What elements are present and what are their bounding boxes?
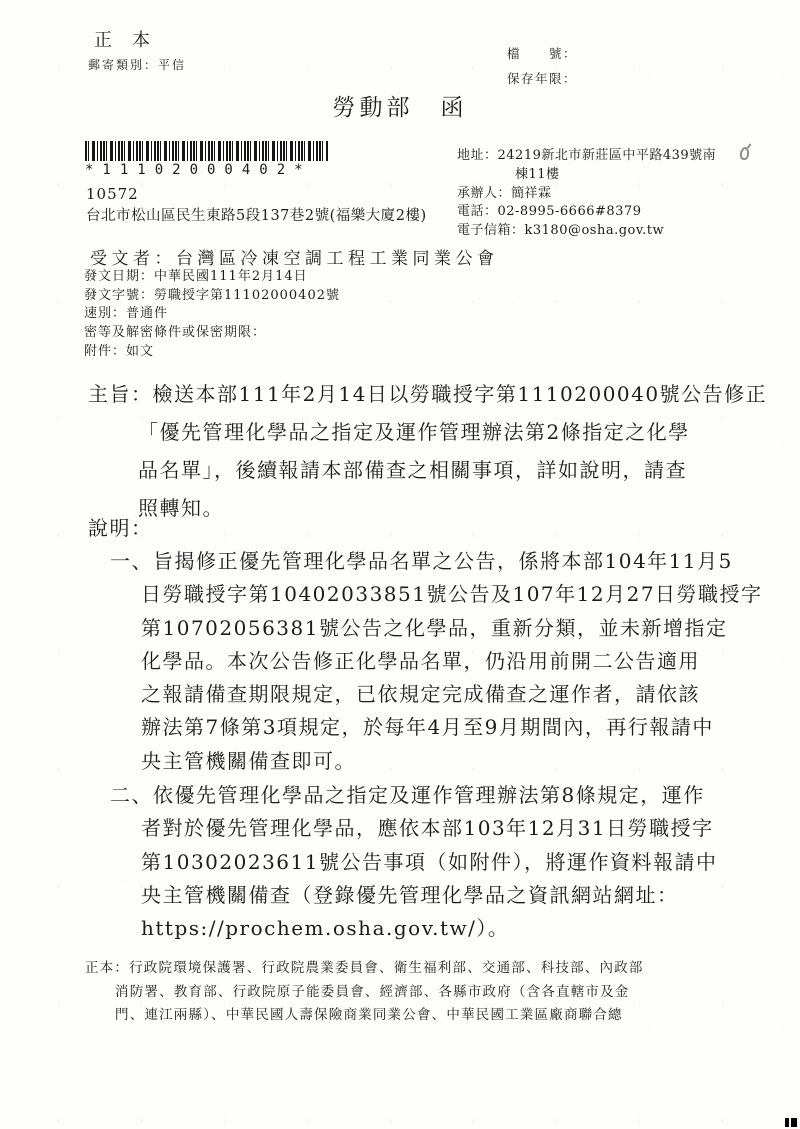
explanation-line: 辦法第7條第3項規定，於每年4月至9月期間內，再行報請中 xyxy=(141,715,714,740)
subject-line: 主旨：檢送本部111年2月14日以勞職授字第1110200040號公告修正 xyxy=(88,382,768,406)
issue-date: 發文日期：中華民國111年2月14日 xyxy=(84,269,308,284)
sender-contact-block xyxy=(457,147,716,241)
recipient-postal-code: 10572 xyxy=(86,185,139,203)
explanation-line: 央主管機關備查即可。 xyxy=(141,748,356,773)
explanation-line: 二、依優先管理化學品之指定及運作管理辦法第8條規定，運作 xyxy=(110,783,705,807)
attachment-note: 附件：如文 xyxy=(84,343,155,359)
barcode-bars-graphic xyxy=(85,141,328,161)
sender-address-line1: 地址：24219新北市新莊區中平路439號南 xyxy=(457,148,717,163)
classification-level: 密等及解密條件或保密期限： xyxy=(84,325,267,341)
explanation-line: 之報請備查期限規定，已依規定完成備查之運作者，請依該 xyxy=(141,682,700,707)
cc-recipients-block xyxy=(85,957,644,1028)
subject-section xyxy=(88,375,767,527)
retention-period-label: 保存年限： xyxy=(507,71,578,86)
recipient-line: 受文者：台灣區冷凍空調工程工業同業公會 xyxy=(90,249,499,269)
scan-artifact-smudge xyxy=(739,146,750,160)
reference-number: 發文字號：勞職授字第11102000402號 xyxy=(84,287,340,303)
sender-phone: 電話：02-8995-6666#8379 xyxy=(457,204,642,220)
sender-address-line2: 棟11樓 xyxy=(515,166,560,182)
document-title: 勞動部 函 xyxy=(332,95,468,121)
explanation-line: 一、旨揭修正優先管理化學品名單之公告，係將本部104年11月5 xyxy=(110,549,733,573)
explanation-line: 者對於優先管理化學品，應依本部103年12月31日勞職授字 xyxy=(141,816,714,841)
file-number-block xyxy=(507,41,577,91)
explanation-heading: 說明： xyxy=(88,516,153,540)
subject-line: 品名單」，後續報請本部備查之相關事項，詳如說明，請查 xyxy=(138,458,687,482)
explanation-line: 日勞職授字第10402033851號公告及107年12月27日勞職授字 xyxy=(141,582,763,607)
mail-type-label: 郵寄類別：平信 xyxy=(88,58,187,72)
cc-line: 消防署、教育部、行政院原子能委員會、經濟部、各縣市政府（含各直轄市及金 xyxy=(115,983,630,1000)
explanation-line: 央主管機關備查（登錄優先管理化學品之資訊網站網址： xyxy=(141,882,679,907)
explanation-line: 化學品。本次公告修正化學品名單，仍沿用前開二公告適用 xyxy=(141,648,700,673)
copy-type-stamp: 正 本 xyxy=(94,30,151,51)
explanation-line: 第10702056381號公告之化學品，重新分類，並未新增指定 xyxy=(141,615,728,640)
explanation-item-2 xyxy=(88,779,717,945)
sender-contact-person: 承辦人：簡祥霖 xyxy=(457,185,552,201)
document-barcode xyxy=(85,141,328,178)
registration-website-url: https://prochem.osha.gov.tw/）。 xyxy=(141,916,510,941)
cc-line: 門、連江兩縣）、中華民國人壽保險商業同業公會、中華民國工業區廠商聯合總 xyxy=(115,1007,623,1023)
scan-artifact-corner-mark xyxy=(785,1118,797,1127)
subject-line: 照轉知。 xyxy=(138,496,224,520)
sender-email: 電子信箱：k3180@osha.gov.tw xyxy=(457,223,665,239)
subject-line: 「優先管理化學品之指定及運作管理辦法第2條指定之化學 xyxy=(138,420,690,444)
priority-level: 速別：普通件 xyxy=(84,306,169,322)
recipient-street-address: 台北市松山區民生東路5段137巷2號(福樂大廈2樓) xyxy=(86,208,427,224)
document-meta-block xyxy=(84,268,340,362)
barcode-text: *11102000402* xyxy=(85,162,312,178)
cc-line: 正本：行政院環境保護署、行政院農業委員會、衛生福利部、交通部、科技部、內政部 xyxy=(85,960,644,976)
file-number-label: 檔 號： xyxy=(507,46,578,61)
explanation-line: 第10302023611號公告事項（如附件），將運作資料報請中 xyxy=(141,849,718,874)
explanation-item-1 xyxy=(88,545,763,778)
